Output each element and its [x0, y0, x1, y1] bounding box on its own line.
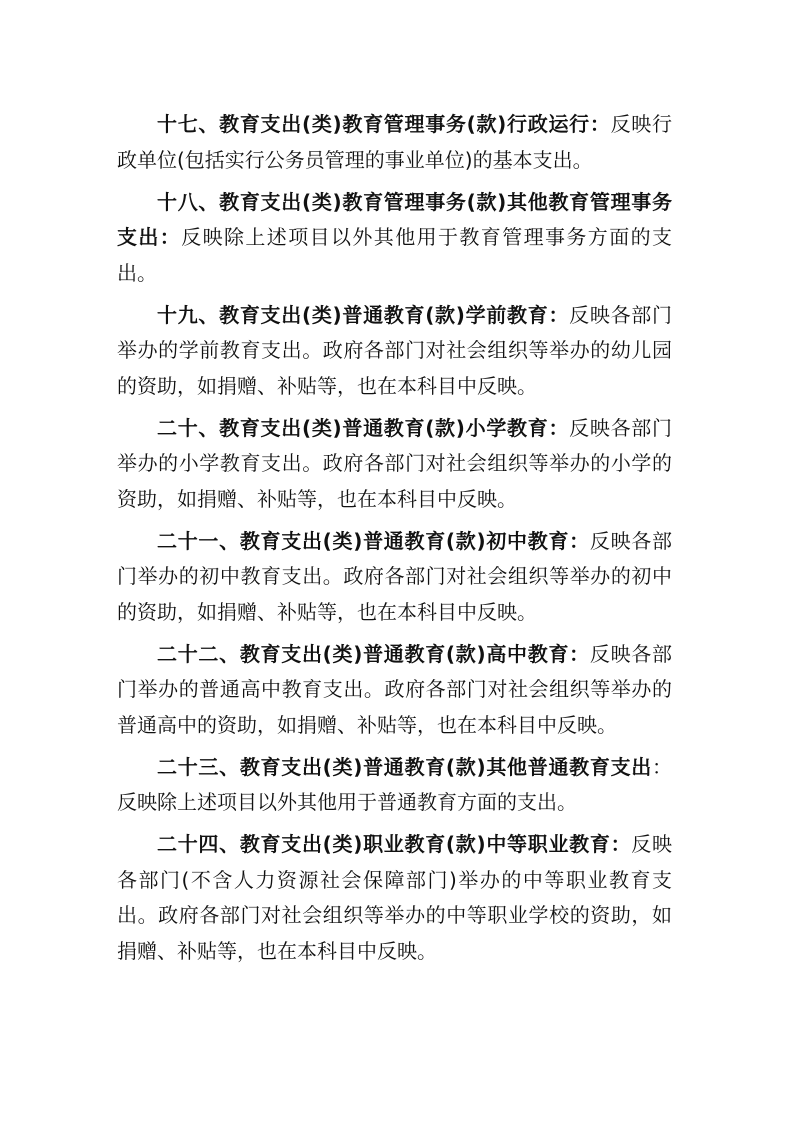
- paragraph-heading: 十九、教育支出(类)普通教育(款)学前教育：: [157, 302, 570, 327]
- paragraph-item-23: [117, 750, 672, 821]
- paragraph-item-22: [117, 637, 672, 744]
- paragraph-item-24: [117, 827, 672, 969]
- paragraph-heading: 二十四、教育支出(类)职业教育(款)中等职业教育：: [157, 832, 632, 856]
- paragraph-body: ：反映除上述项目以外其他用于普通教育方面的支出。: [117, 754, 672, 814]
- paragraph-heading: 二十二、教育支出(类)普通教育(款)高中教育：: [157, 641, 590, 666]
- paragraph-item-19: [117, 298, 672, 405]
- paragraph-heading: 二十三、教育支出(类)普通教育(款)其他普通教育支出: [157, 754, 652, 779]
- paragraph-body: 反映行政单位(包括实行公务员管理的事业单位)的基本支出。: [117, 112, 673, 172]
- paragraph-item-17: [117, 107, 672, 178]
- document-body: [117, 107, 672, 976]
- paragraph-heading: 十八、教育支出(类)教育管理事务(款)其他教育管理事务支出：: [117, 189, 672, 249]
- paragraph-body: 反映各部门(不含人力资源社会保障部门)举办的中等职业教育支出。政府各部门对社会组织等举办的中等职业学校的资助，如捐赠、补贴等，也在本科目中反映。: [117, 832, 673, 963]
- paragraph-item-20: [117, 411, 672, 518]
- paragraph-body: 反映各部门举办的普通高中教育支出。政府各部门对社会组织等举办的普通高中的资助，如捐赠、补贴等，也在本科目中反映。: [117, 641, 673, 737]
- paragraph-body: 反映各部门举办的初中教育支出。政府各部门对社会组织等举办的初中的资助，如捐赠、补贴等，也在本科目中反映。: [117, 528, 673, 624]
- paragraph-item-21: [117, 524, 672, 631]
- paragraph-heading: 二十、教育支出(类)普通教育(款)小学教育：: [157, 415, 570, 440]
- paragraph-item-18: [117, 185, 672, 292]
- paragraph-heading: 二十一、教育支出(类)普通教育(款)初中教育：: [157, 528, 590, 553]
- paragraph-body: 反映各部门举办的学前教育支出。政府各部门对社会组织等举办的幼儿园的资助，如捐赠、补贴等，也在本科目中反映。: [117, 302, 673, 398]
- paragraph-body: 反映除上述项目以外其他用于教育管理事务方面的支出。: [117, 225, 673, 285]
- paragraph-body: 反映各部门举办的小学教育支出。政府各部门对社会组织等举办的小学的资助，如捐赠、补贴等，也在本科目中反映。: [117, 415, 673, 511]
- paragraph-heading: 十七、教育支出(类)教育管理事务(款)行政运行：: [157, 112, 611, 136]
